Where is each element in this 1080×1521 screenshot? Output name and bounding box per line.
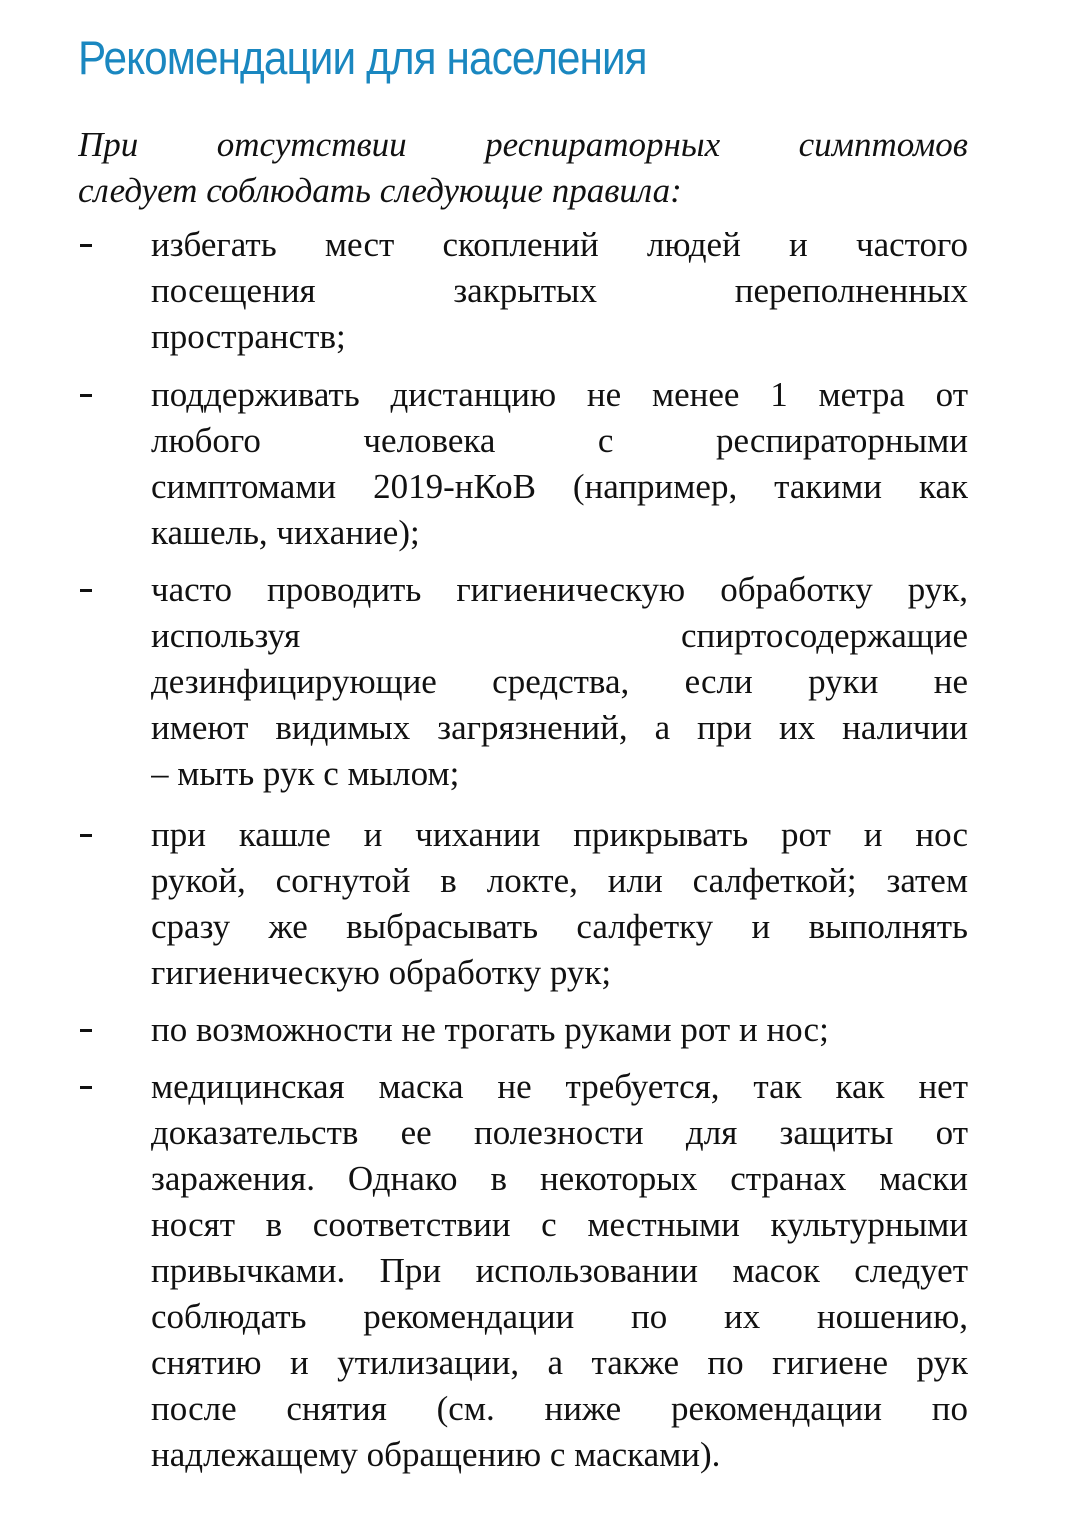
list-item-line: после снятия (см. ниже рекомендации по	[151, 1389, 968, 1428]
bullet-dash-icon	[80, 244, 92, 247]
list-item-line: медицинская маска не требуется, так как нет	[151, 1067, 968, 1106]
list-item-line: снятию и утилизации, а также по гигиене рук	[151, 1343, 968, 1382]
list-item-line: при кашле и чихании прикрывать рот и нос	[151, 815, 968, 854]
page-title: Рекомендации для населения	[78, 31, 647, 84]
list-item-line: посещения закрытых переполненных	[151, 271, 968, 310]
list-item-line: по возможности не трогать руками рот и нос;	[151, 1010, 829, 1049]
list-item-line: избегать мест скоплений людей и частого	[151, 225, 968, 264]
bullet-dash-icon	[80, 589, 92, 592]
intro-line: следует соблюдать следующие правила:	[78, 171, 682, 210]
list-item-line: доказательств ее полезности для защиты от	[151, 1113, 968, 1152]
list-item-line: любого человека с респираторными	[151, 421, 968, 460]
list-item-line: сразу же выбрасывать салфетку и выполнять	[151, 907, 968, 946]
list-item-line: – мыть рук с мылом;	[151, 754, 460, 793]
list-item-line: кашель, чихание);	[151, 513, 420, 552]
bullet-dash-icon	[80, 1086, 92, 1089]
intro-line: При отсутствии респираторных симптомов	[78, 125, 968, 164]
list-item-line: привычками. При использовании масок следует	[151, 1251, 968, 1290]
list-item-line: поддерживать дистанцию не менее 1 метра от	[151, 375, 968, 414]
list-item-line: используя спиртосодержащие	[151, 616, 968, 655]
list-item-line: симптомами 2019-нКоВ (например, такими как	[151, 467, 968, 506]
bullet-dash-icon	[80, 1029, 92, 1032]
bullet-dash-icon	[80, 394, 92, 397]
list-item-line: носят в соответствии с местными культурными	[151, 1205, 968, 1244]
list-item-line: пространств;	[151, 317, 346, 356]
list-item-line: заражения. Однако в некоторых странах маски	[151, 1159, 968, 1198]
bullet-dash-icon	[80, 834, 92, 837]
list-item-line: надлежащему обращению с масками).	[151, 1435, 721, 1474]
list-item-line: часто проводить гигиеническую обработку рук,	[151, 570, 968, 609]
list-item-line: соблюдать рекомендации по их ношению,	[151, 1297, 968, 1336]
list-item-line: дезинфицирующие средства, если руки не	[151, 662, 968, 701]
list-item-line: имеют видимых загрязнений, а при их наличии	[151, 708, 968, 747]
list-item-line: рукой, согнутой в локте, или салфеткой; затем	[151, 861, 968, 900]
list-item-line: гигиеническую обработку рук;	[151, 953, 612, 992]
